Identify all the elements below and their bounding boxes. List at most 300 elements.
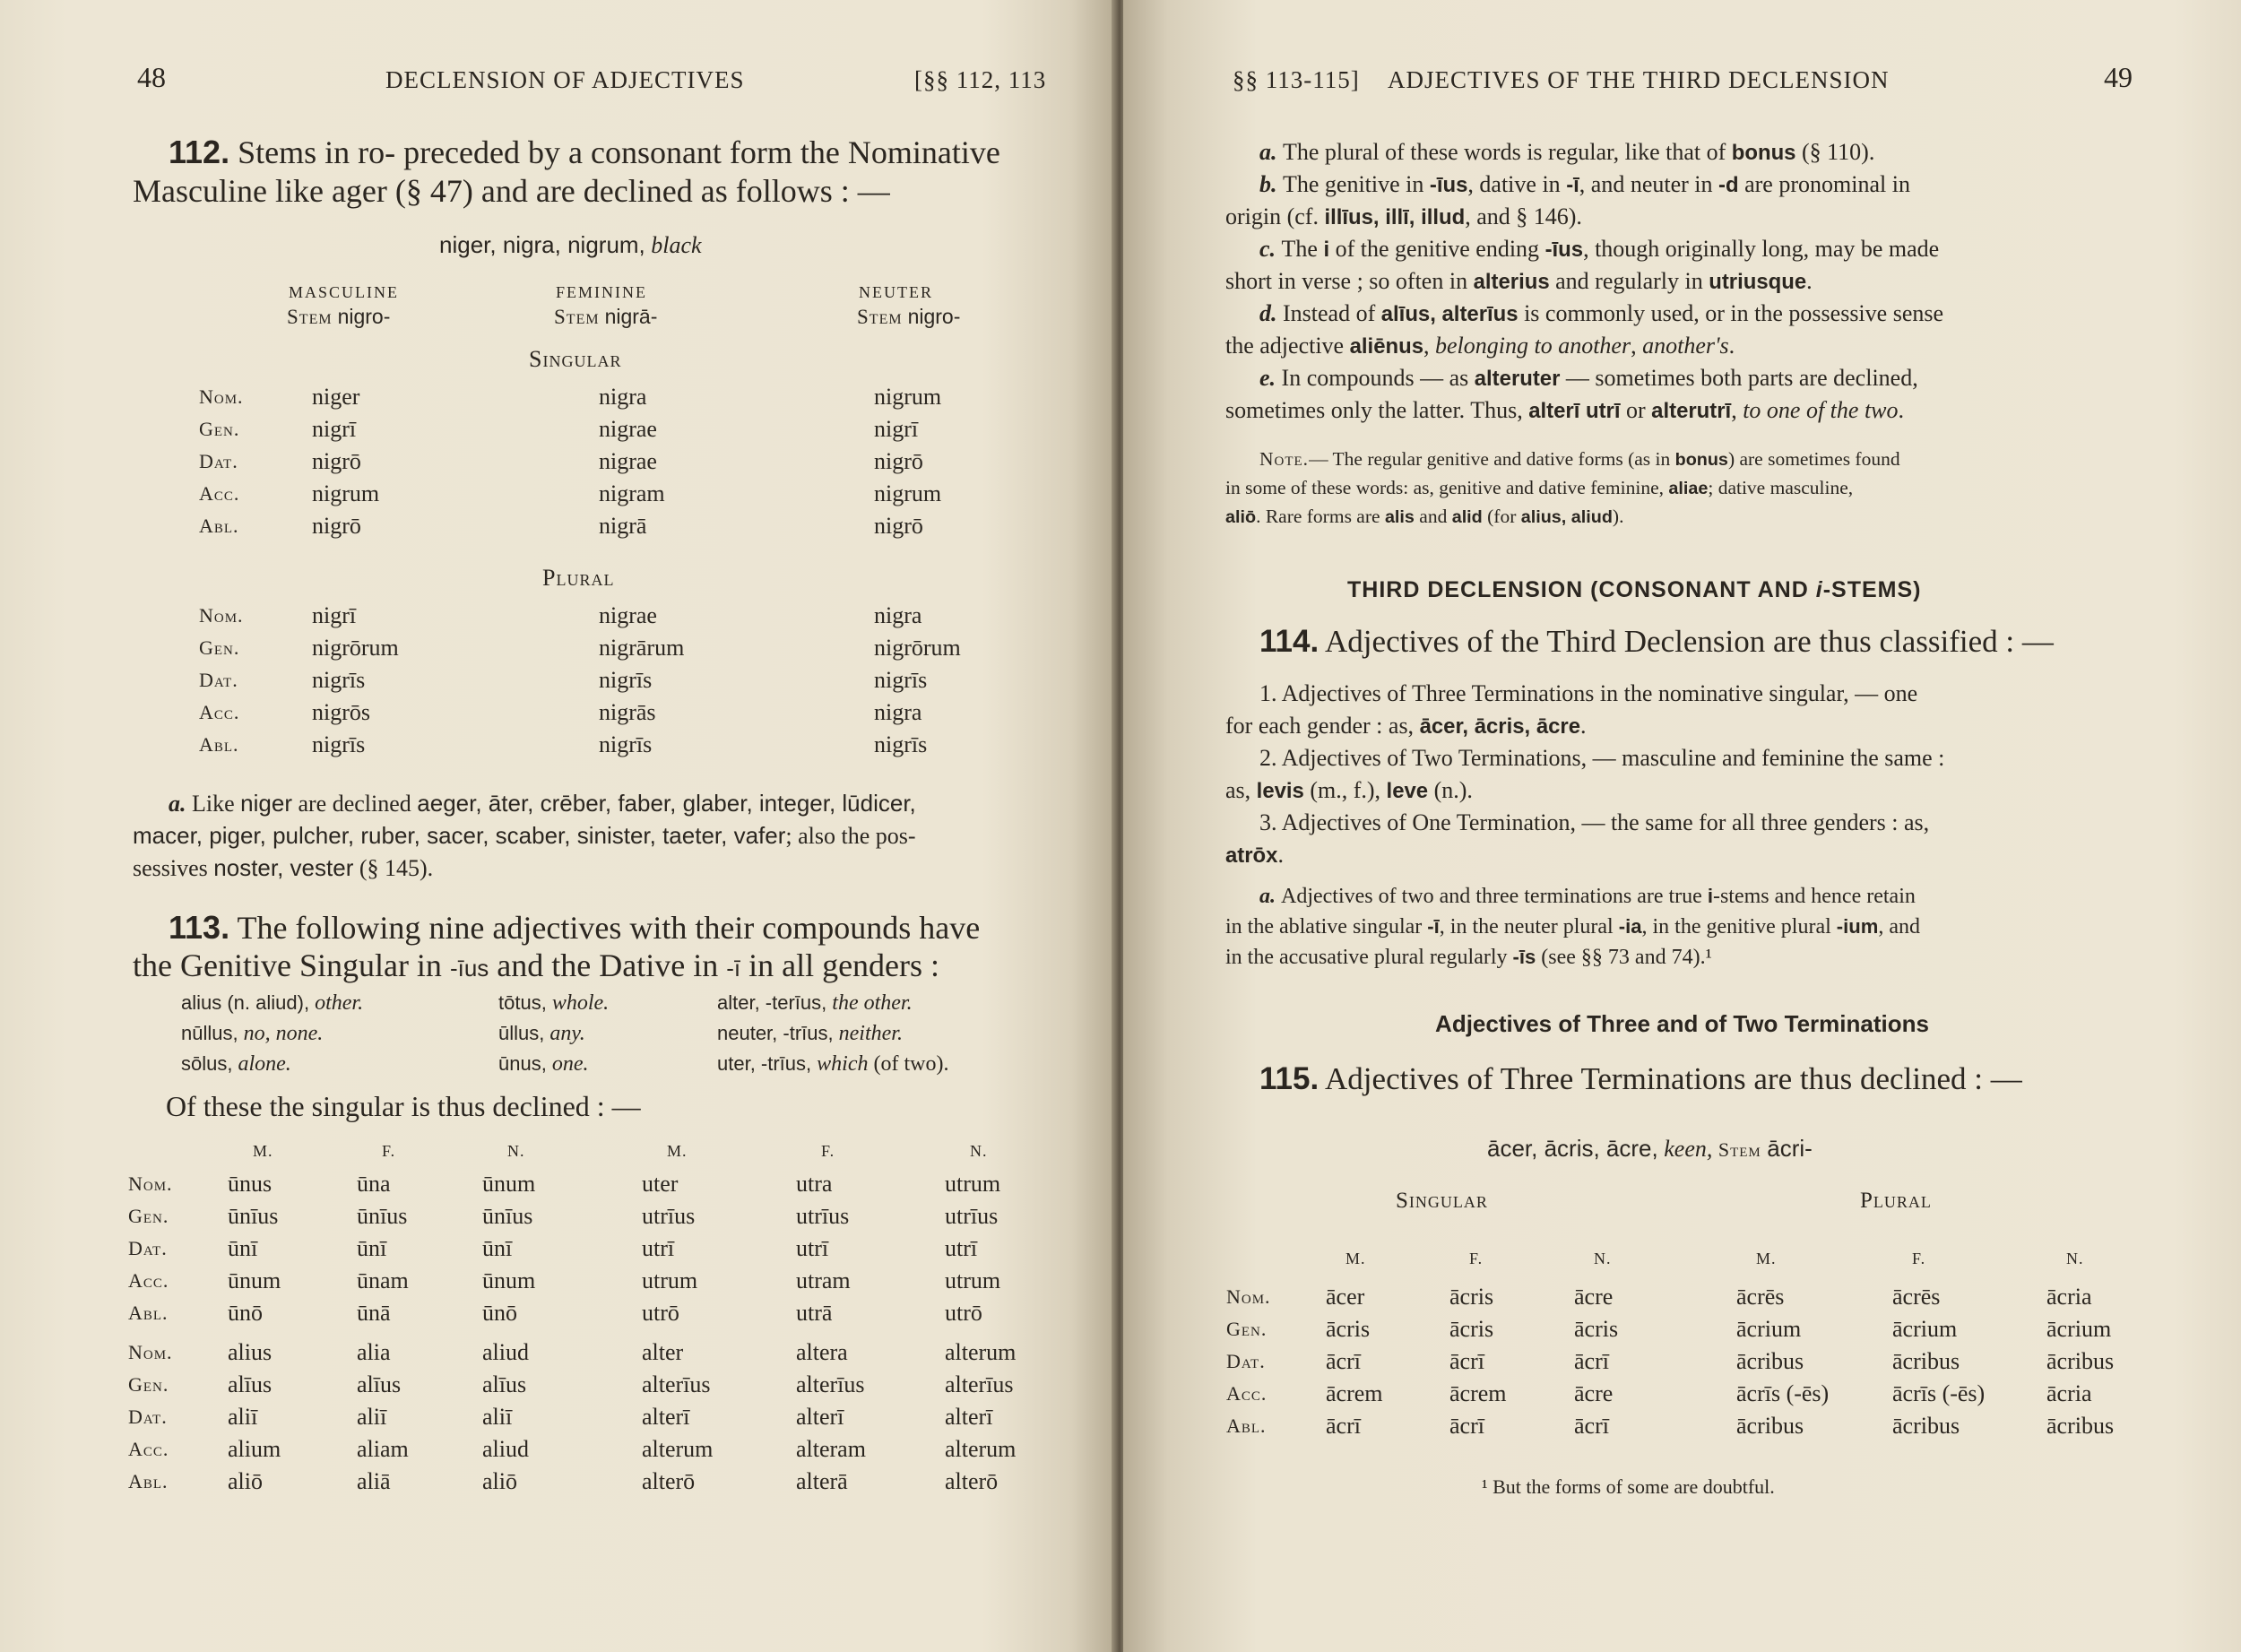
latin-word: ācer, ācris, ācre: [1419, 714, 1581, 739]
s114-item-line: 1. Adjectives of Three Terminations in the nominative singular, — one: [1259, 680, 1918, 706]
list-entry: [498, 991, 609, 1016]
form-cell: alteram: [796, 1436, 866, 1462]
list-entry: [717, 991, 913, 1016]
s113-text: the Genitive Singular in: [133, 947, 442, 983]
case-label: Dat.: [199, 669, 238, 691]
right-page: [1123, 0, 2241, 1652]
case-label: Gen.: [199, 636, 240, 659]
list-entry: [181, 1052, 291, 1077]
running-head-right: ADJECTIVES OF THE THIRD DECLENSION: [1388, 66, 1890, 93]
case-label: Nom.: [128, 1341, 173, 1363]
form-cell: ācribus: [2046, 1413, 2115, 1439]
list-entry: [717, 1052, 948, 1077]
form-cell: utrī: [642, 1235, 675, 1261]
form-neuter: nigrō: [874, 448, 923, 474]
list-word: tōtus,: [498, 991, 547, 1014]
s112-note-a-line3: [133, 852, 433, 885]
form-cell: utrum: [642, 1267, 698, 1293]
heading-text: -STEMS): [1822, 577, 1922, 602]
gender-head: NEUTER: [859, 283, 933, 301]
stem-form: nigrā-: [604, 305, 658, 328]
form-neuter: nigrōrum: [874, 635, 961, 661]
gender-head: M.: [1345, 1250, 1366, 1267]
heading-i: i: [1815, 577, 1823, 602]
latin-word: alterius: [1473, 270, 1550, 294]
latin-word: alius, aliud: [1520, 507, 1613, 527]
list-word: neuter, -trīus,: [717, 1022, 834, 1044]
form-cell: ācris: [1326, 1316, 1371, 1342]
form-masculine: nigrīs: [312, 667, 366, 693]
case-label: Gen.: [128, 1373, 169, 1396]
list-word: uter, -trīus,: [717, 1052, 812, 1075]
gender-head: M.: [253, 1142, 273, 1160]
form-feminine: nigrīs: [599, 731, 653, 757]
form-cell: aliō: [228, 1468, 263, 1494]
section-ref-right: §§ 113-115]: [1233, 66, 1360, 93]
note-letter: a.: [169, 791, 186, 817]
list-meaning: any.: [549, 1022, 585, 1045]
form-cell: ūnō: [228, 1300, 263, 1326]
latin-word: -ī: [1566, 173, 1579, 197]
s114-note-line: a. Adjectives of two and three terminations are true i-stems and hence retain: [1259, 885, 1916, 908]
three-two-terminations-subheading: Adjectives of Three and of Two Terminations: [1435, 1010, 1929, 1037]
form-cell: alterā: [796, 1468, 848, 1494]
gender-head: F.: [821, 1142, 835, 1160]
note-letter: d.: [1259, 300, 1283, 326]
s113-line1-text: The following nine adjectives with their compounds have: [237, 910, 981, 946]
form-neuter: nigrō: [874, 513, 923, 539]
list-meaning: which: [817, 1052, 869, 1076]
form-cell: aliī: [228, 1404, 258, 1430]
form-neuter: nigrī: [874, 416, 919, 442]
form-masculine: nigrī: [312, 602, 357, 628]
case-label: Abl.: [1226, 1414, 1267, 1437]
case-label: Nom.: [1226, 1285, 1271, 1308]
latin-word: levis: [1256, 779, 1304, 803]
case-label: Abl.: [128, 1470, 169, 1492]
list-meaning: the other.: [832, 991, 913, 1015]
list-word: sōlus,: [181, 1052, 233, 1075]
latin-word: -īus: [1544, 238, 1584, 262]
stem-form: nigro-: [907, 305, 961, 328]
form-cell: utrīus: [796, 1203, 850, 1229]
form-cell: alīus: [228, 1371, 273, 1397]
italic-phrase: belonging to another: [1435, 333, 1631, 359]
s113-ending: -ī: [726, 955, 741, 982]
latin-word: aliēnus: [1349, 334, 1423, 359]
note-text: are declined: [298, 791, 411, 817]
form-cell: alterī: [796, 1404, 844, 1430]
s113-ending: -īus: [449, 955, 489, 982]
latin-word: aliae: [1668, 479, 1709, 498]
form-cell: alterī: [945, 1404, 993, 1430]
form-cell: utrīus: [642, 1203, 696, 1229]
latin-word: alterutrī: [1651, 399, 1732, 423]
form-masculine: nigrō: [312, 513, 361, 539]
form-feminine: nigrae: [599, 448, 657, 474]
plural-label-115: Plural: [1860, 1189, 1932, 1213]
form-neuter: nigrīs: [874, 667, 928, 693]
form-masculine: nigrōrum: [312, 635, 399, 661]
s113-text: and the Dative in: [497, 947, 719, 983]
case-label: Dat.: [1226, 1350, 1266, 1372]
form-cell: alius: [228, 1339, 273, 1365]
form-masculine: nigrōs: [312, 699, 370, 725]
form-cell: alterīus: [945, 1371, 1014, 1397]
form-cell: ācrēs: [1736, 1284, 1785, 1310]
s114-item-line: as, levis (m., f.), leve (n.).: [1225, 777, 1473, 803]
form-neuter: nigra: [874, 602, 922, 628]
list-meaning: one.: [551, 1052, 589, 1076]
s114-item-line: atrōx.: [1225, 842, 1284, 868]
form-feminine: nigrae: [599, 416, 657, 442]
latin-word: bonus: [1731, 141, 1796, 165]
s112-number: 112.: [169, 134, 230, 170]
form-cell: ācrīs (-ēs): [1892, 1380, 1986, 1406]
form-cell: ācribus: [1892, 1413, 1960, 1439]
form-cell: aliī: [482, 1404, 513, 1430]
form-neuter: nigra: [874, 699, 922, 725]
form-cell: ācrium: [1892, 1316, 1958, 1342]
form-cell: alterīus: [796, 1371, 865, 1397]
gender-head: FEMININE: [556, 283, 647, 301]
form-feminine: nigra: [599, 384, 647, 410]
latin-word: alterī utrī: [1528, 399, 1621, 423]
form-neuter: nigrīs: [874, 731, 928, 757]
s114-title: [1259, 624, 2054, 660]
s113-number: 113.: [169, 909, 230, 946]
form-cell: ācrī: [1326, 1413, 1361, 1439]
latin-word: illīus, illī, illud: [1324, 205, 1466, 229]
form-masculine: niger: [312, 384, 360, 410]
list-word: nūllus,: [181, 1022, 238, 1044]
case-label: Dat.: [128, 1237, 168, 1259]
latin-word: alteruter: [1474, 367, 1561, 391]
form-neuter: nigrum: [874, 480, 942, 506]
form-cell: utrīus: [945, 1203, 999, 1229]
form-cell: utrī: [796, 1235, 829, 1261]
form-masculine: nigrī: [312, 416, 357, 442]
note-text: sessives: [133, 855, 208, 881]
form-cell: aliam: [357, 1436, 409, 1462]
case-label: Dat.: [199, 450, 238, 472]
latin-word: atrōx: [1225, 843, 1278, 868]
small-note-line: aliō. Rare forms are alis and alid (for alius, aliud).: [1225, 506, 1624, 527]
gender-head: MASCULINE: [289, 283, 400, 301]
note-line: sometimes only the latter. Thus, alterī utrī or alterutrī, to one of the two.: [1225, 397, 1905, 423]
form-cell: ācrī: [1449, 1348, 1484, 1374]
s115-paradigm-title: [1487, 1135, 1813, 1163]
latin-word: alis: [1384, 507, 1415, 527]
form-cell: ācrium: [2046, 1316, 2112, 1342]
s115-title: [1259, 1061, 2022, 1097]
form-cell: ācrī: [1574, 1413, 1609, 1439]
note-text: ; also the pos-: [785, 823, 916, 849]
stem-head: [554, 305, 657, 330]
list-extra: (of two).: [873, 1052, 949, 1076]
latin-word: i: [1323, 238, 1330, 262]
form-cell: ācribus: [1892, 1348, 1960, 1374]
singular-label-115: Singular: [1396, 1189, 1488, 1213]
singular-label-112: Singular: [529, 346, 622, 372]
case-label: Gen.: [128, 1205, 169, 1227]
latin-word: -ī: [1427, 915, 1440, 938]
italic-phrase: another's: [1642, 333, 1729, 359]
latin-word: -īs: [1512, 946, 1536, 968]
list-entry: [498, 1022, 585, 1046]
form-cell: ūnō: [482, 1300, 517, 1326]
s112-line1: [169, 131, 1000, 174]
form-cell: ūnum: [228, 1267, 281, 1293]
form-cell: aliud: [482, 1436, 529, 1462]
form-cell: alterum: [945, 1436, 1017, 1462]
heading-text: THIRD DECLENSION (CONSONANT AND: [1347, 577, 1809, 602]
s112-line1-text: Stems in ro- preceded by a consonant form the Nominative: [238, 134, 1000, 170]
form-cell: alia: [357, 1339, 391, 1365]
form-feminine: nigrā: [599, 513, 647, 539]
list-meaning: no, none.: [243, 1022, 324, 1045]
form-cell: utrum: [945, 1171, 1001, 1197]
gender-head: N.: [507, 1142, 525, 1160]
s112-note-a-line2: [133, 819, 916, 852]
paradigm-stem: ācri-: [1767, 1135, 1813, 1162]
form-cell: ācer: [1326, 1284, 1365, 1310]
form-cell: utrum: [945, 1267, 1001, 1293]
list-entry: [181, 1022, 323, 1046]
italic-phrase: to one of the two: [1743, 397, 1899, 423]
list-entry: [717, 1022, 903, 1046]
form-cell: uter: [642, 1171, 679, 1197]
note-word: niger: [240, 790, 292, 817]
latin-word: utriusque: [1709, 270, 1807, 294]
form-feminine: nigrae: [599, 602, 657, 628]
form-cell: ācrī: [1326, 1348, 1361, 1374]
case-label: Nom.: [199, 385, 244, 408]
note-line: d. Instead of alīus, alterīus is commonly used, or in the possessive sense: [1259, 300, 1944, 326]
list-meaning: whole.: [551, 991, 610, 1015]
note-line: c. The i of the genitive ending -īus, though originally long, may be made: [1259, 236, 1940, 262]
stem-head: [857, 305, 960, 330]
form-cell: utrō: [642, 1300, 679, 1326]
stem-head: [287, 305, 390, 330]
form-cell: ācrem: [1449, 1380, 1507, 1406]
latin-word: i: [1707, 885, 1713, 907]
s114-title-text: Adjectives of the Third Declension are thus classified : —: [1325, 624, 2054, 659]
form-cell: ācribus: [1736, 1413, 1804, 1439]
note-letter: b.: [1259, 171, 1283, 197]
form-cell: ācris: [1449, 1316, 1494, 1342]
form-cell: ūnīus: [228, 1203, 279, 1229]
note-words: noster, vester: [213, 854, 354, 881]
latin-word: aliō: [1225, 507, 1257, 527]
note-line: short in verse ; so often in alterius and regularly in utriusque.: [1225, 268, 1813, 294]
form-cell: utra: [796, 1171, 833, 1197]
form-feminine: nigrārum: [599, 635, 685, 661]
form-cell: ūnā: [357, 1300, 391, 1326]
form-cell: utram: [796, 1267, 851, 1293]
form-cell: utrī: [945, 1235, 978, 1261]
s113-line2: [133, 944, 939, 990]
form-cell: alterō: [945, 1468, 999, 1494]
list-meaning: neither.: [838, 1022, 903, 1045]
form-cell: utrō: [945, 1300, 982, 1326]
form-cell: ūnum: [482, 1171, 536, 1197]
case-label: Gen.: [199, 418, 240, 440]
note-line: origin (cf. illīus, illī, illud, and § 146).: [1225, 203, 1582, 229]
form-cell: alterum: [945, 1339, 1017, 1365]
note-letter: a.: [1259, 139, 1283, 165]
form-masculine: nigrīs: [312, 731, 366, 757]
form-cell: alīus: [482, 1371, 527, 1397]
form-cell: ācrī: [1574, 1348, 1609, 1374]
gender-head: N.: [1594, 1250, 1612, 1267]
form-cell: ūna: [357, 1171, 391, 1197]
form-feminine: nigrās: [599, 699, 656, 725]
s113-text: in all genders :: [748, 947, 940, 983]
case-label: Abl.: [199, 733, 239, 756]
s112-line2: Masculine like ager (§ 47) and are declined as follows : —: [133, 173, 890, 209]
note-line: the adjective aliēnus, belonging to another, another's.: [1225, 333, 1735, 359]
form-cell: ūnam: [357, 1267, 409, 1293]
latin-word: bonus: [1674, 450, 1728, 470]
form-cell: ācribus: [1736, 1348, 1804, 1374]
note-words: aeger, āter, crēber, faber, glaber, integer, lūdicer,: [417, 790, 916, 817]
case-label: Acc.: [128, 1269, 169, 1292]
paradigm-forms: ācer, ācris, ācre,: [1487, 1135, 1658, 1162]
form-cell: ācre: [1574, 1380, 1614, 1406]
s115-number: 115.: [1259, 1061, 1320, 1096]
case-label: Nom.: [128, 1172, 173, 1195]
s114-item-line: for each gender : as, ācer, ācris, ācre.: [1225, 713, 1587, 739]
note-line: b. The genitive in -īus, dative in -ī, and neuter in -d are pronominal in: [1259, 171, 1910, 197]
latin-word: -ia: [1618, 915, 1642, 938]
form-cell: ācrīs (-ēs): [1736, 1380, 1830, 1406]
form-cell: alter: [642, 1339, 684, 1365]
gender-head: N.: [970, 1142, 988, 1160]
s114-item-line: 2. Adjectives of Two Terminations, — masculine and feminine the same :: [1259, 745, 1945, 771]
form-cell: aliī: [357, 1404, 387, 1430]
paradigm-forms: niger, nigra, nigrum,: [439, 231, 645, 258]
list-word: alius (n. aliud),: [181, 991, 310, 1014]
s115-title-text: Adjectives of Three Terminations are thus declined : —: [1325, 1061, 2022, 1096]
page-number-right: 49: [2104, 61, 2133, 93]
s114-note-line: in the ablative singular -ī, in the neuter plural -ia, in the genitive plural -ium, and: [1225, 915, 1921, 938]
form-cell: alterō: [642, 1468, 696, 1494]
form-cell: ācris: [1449, 1284, 1494, 1310]
form-cell: ūnī: [482, 1235, 513, 1261]
note-line: e. In compounds — as alteruter — sometimes both parts are declined,: [1259, 365, 1918, 391]
case-label: Acc.: [1226, 1382, 1268, 1405]
latin-word: alid: [1451, 507, 1483, 527]
paradigm-meaning: keen,: [1664, 1136, 1713, 1162]
case-label: Nom.: [199, 604, 244, 627]
s113-of-these: Of these the singular is thus declined : —: [166, 1090, 641, 1122]
form-masculine: nigrō: [312, 448, 361, 474]
form-cell: utrā: [796, 1300, 833, 1326]
list-word: ūllus,: [498, 1022, 545, 1044]
note-letter: a.: [1259, 885, 1281, 908]
form-feminine: nigram: [599, 480, 665, 506]
form-cell: ūnus: [228, 1171, 273, 1197]
left-page: [0, 0, 1116, 1652]
list-meaning: other.: [315, 991, 364, 1015]
form-cell: aliō: [482, 1468, 517, 1494]
list-word: alter, -terīus,: [717, 991, 827, 1014]
form-cell: alīus: [357, 1371, 402, 1397]
form-cell: ūnī: [357, 1235, 387, 1261]
small-note-line: Note.— The regular genitive and dative forms (as in bonus) are sometimes found: [1259, 448, 1900, 470]
note-label: Note.: [1259, 448, 1310, 470]
form-cell: ūnum: [482, 1267, 536, 1293]
form-cell: ācris: [1574, 1316, 1619, 1342]
form-masculine: nigrum: [312, 480, 380, 506]
gender-head: F.: [382, 1142, 396, 1160]
case-label: Abl.: [128, 1302, 169, 1324]
latin-word: -ium: [1836, 915, 1879, 938]
stem-label: Stem: [1718, 1138, 1761, 1161]
gender-head: M.: [1756, 1250, 1777, 1267]
note-text: (§ 145).: [359, 855, 434, 881]
form-cell: ācrēs: [1892, 1284, 1941, 1310]
form-cell: ūnīus: [482, 1203, 533, 1229]
note-words: macer, piger, pulcher, ruber, sacer, scaber, sinister, taeter, vafer: [133, 822, 786, 849]
stem-label: Stem: [554, 306, 600, 328]
form-cell: alterīus: [642, 1371, 711, 1397]
stem-label: Stem: [857, 306, 903, 328]
latin-word: -īus: [1429, 173, 1468, 197]
case-label: Dat.: [128, 1405, 168, 1428]
footnote: ¹ But the forms of some are doubtful.: [1482, 1475, 1775, 1498]
s114-number: 114.: [1259, 624, 1320, 659]
list-entry: [498, 1052, 588, 1077]
form-cell: alterum: [642, 1436, 714, 1462]
form-cell: ācre: [1574, 1284, 1614, 1310]
form-cell: ūnī: [228, 1235, 258, 1261]
latin-word: leve: [1386, 779, 1429, 803]
third-declension-heading: [1347, 577, 1921, 603]
stem-form: nigro-: [337, 305, 391, 328]
list-meaning: alone.: [238, 1052, 291, 1076]
s112-paradigm-title: [439, 231, 702, 259]
form-neuter: nigrum: [874, 384, 942, 410]
stem-label: Stem: [287, 306, 333, 328]
latin-word: -d: [1718, 173, 1739, 197]
form-cell: ācrī: [1449, 1413, 1484, 1439]
form-feminine: nigrīs: [599, 667, 653, 693]
form-cell: ācria: [2046, 1284, 2092, 1310]
latin-word: alīus, alterīus: [1380, 302, 1519, 326]
s114-note-line: in the accusative plural regularly -īs (see §§ 73 and 74).¹: [1225, 946, 1712, 969]
case-label: Acc.: [199, 701, 240, 723]
plural-label-112: Plural: [542, 565, 615, 591]
form-cell: altera: [796, 1339, 848, 1365]
section-ref-left: [§§ 112, 113: [914, 66, 1047, 93]
gender-head: M.: [667, 1142, 688, 1160]
s113-line1: [169, 906, 980, 949]
list-word: ūnus,: [498, 1052, 547, 1075]
note-letter: c.: [1259, 236, 1282, 262]
form-cell: ācribus: [2046, 1348, 2115, 1374]
form-cell: ūnīus: [357, 1203, 408, 1229]
case-label: Acc.: [199, 482, 240, 505]
form-cell: aliud: [482, 1339, 529, 1365]
note-letter: e.: [1259, 365, 1282, 391]
running-head-left: DECLENSION OF ADJECTIVES: [385, 66, 745, 93]
note-line: a. The plural of these words is regular, like that of bonus (§ 110).: [1259, 139, 1875, 165]
form-cell: alterī: [642, 1404, 690, 1430]
small-note-line: in some of these words: as, genitive and dative feminine, aliae; dative masculine,: [1225, 477, 1854, 498]
gender-head: N.: [2066, 1250, 2084, 1267]
